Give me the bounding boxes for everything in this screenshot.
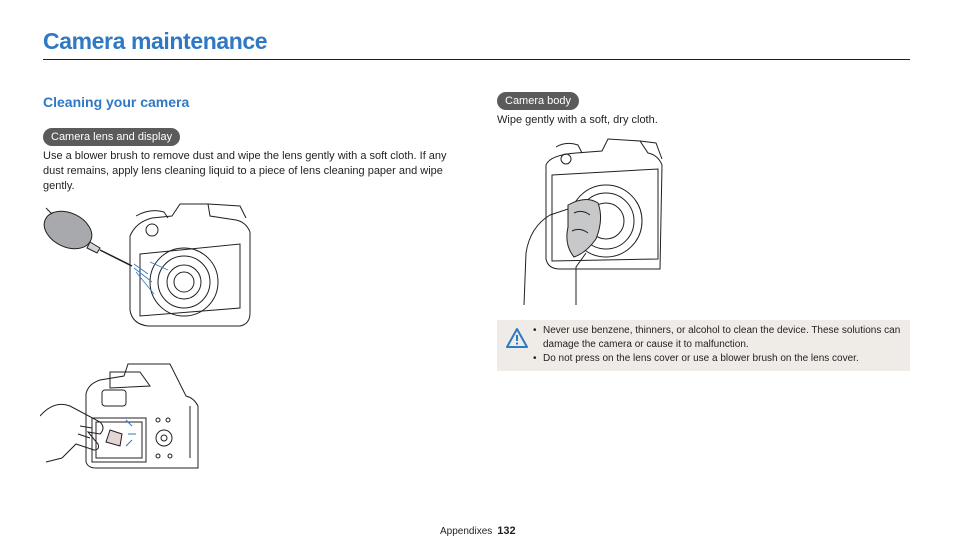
title-divider <box>43 59 910 60</box>
caution-item: • Never use benzene, thinners, or alcohol to clean the device. These solutions can damage the camera or cause it to malfunction. <box>533 324 903 352</box>
subsection-label-lens-display: Camera lens and display <box>43 128 180 146</box>
subsection-label-camera-body: Camera body <box>497 92 579 110</box>
caution-box <box>497 320 910 371</box>
section-heading-cleaning: Cleaning your camera <box>43 94 190 110</box>
footer-section-name: Appendixes <box>440 526 493 537</box>
lcd-wiping-illustration <box>40 358 205 470</box>
blower-cleaning-illustration <box>40 198 255 330</box>
camera-body-instructions: Wipe gently with a soft, dry cloth. <box>497 114 658 126</box>
page-title: Camera maintenance <box>43 28 268 54</box>
page-number: 132 <box>497 525 516 537</box>
caution-list <box>533 324 903 366</box>
caution-item: • Do not press on the lens cover or use a blower brush on the lens cover. <box>533 352 903 366</box>
warning-triangle-icon <box>505 327 529 349</box>
body-wiping-illustration <box>520 135 670 307</box>
page-footer <box>440 525 516 537</box>
lens-display-instructions: Use a blower brush to remove dust and wipe the lens gently with a soft cloth. If any dust remains, apply lens cleaning liquid to a piece of lens cleaning paper and wipe gently. <box>43 150 447 192</box>
